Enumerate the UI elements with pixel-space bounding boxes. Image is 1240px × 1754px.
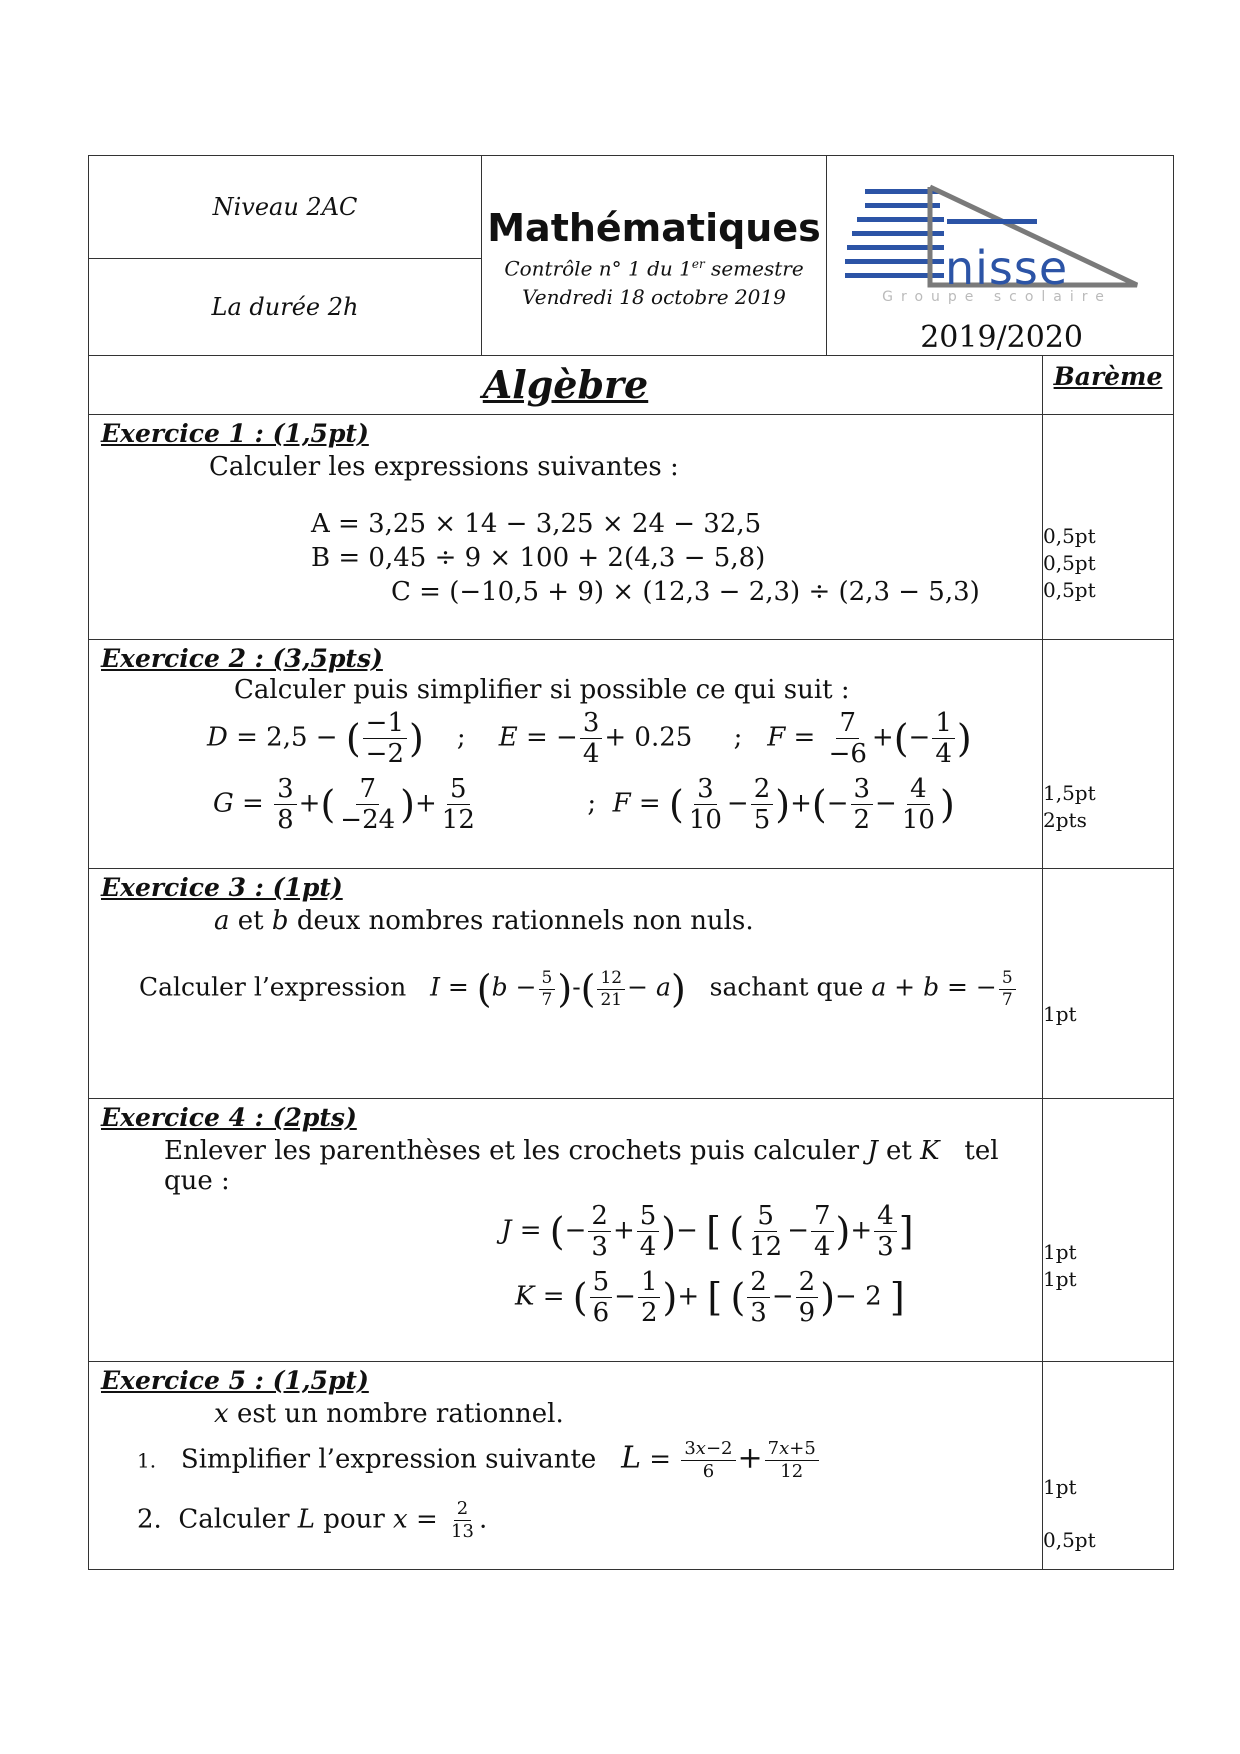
expression-c: C = (−10,5 + 9) × (12,3 − 2,3) ÷ (2,3 − 5,3) — [391, 577, 980, 607]
header-table — [88, 155, 1174, 356]
subject-cell — [482, 156, 827, 356]
exercise-3 — [89, 869, 1043, 1099]
exercise-4-title: Exercice 4 : (2pts) — [101, 1103, 357, 1132]
bareme-header: Barème — [1043, 356, 1174, 415]
school-year: 2019/2020 — [920, 319, 1083, 355]
logo-text: nisse — [945, 240, 1069, 295]
exercise-5-marks — [1043, 1362, 1174, 1570]
exercise-2-title: Exercice 2 : (3,5pts) — [101, 644, 383, 673]
mark: 1,5pt — [1043, 781, 1096, 805]
exercise-4 — [89, 1099, 1043, 1362]
expressions-d-e-f: D = 2,5 − ( $\frac{-1}{-2}$ ) ; E = − $\frac{3}{4}$ + 0.25 ; F = $\frac{7}{-6}$ +(− $\frac{1}{4}$ ) — [207, 708, 972, 769]
mark: 0,5pt — [1043, 524, 1096, 548]
exam-sheet — [88, 155, 1173, 1570]
expression-a: A = 3,25 × 14 − 3,25 × 24 − 32,5 — [311, 509, 762, 539]
exercise-5-title: Exercice 5 : (1,5pt) — [101, 1366, 369, 1395]
logo-cell — [827, 156, 1174, 356]
logo-subtitle: Groupe scolaire — [882, 288, 1112, 305]
exercise-3-instruction: a et b deux nombres rationnels non nuls. — [214, 906, 754, 936]
exercise-3-title: Exercice 3 : (1pt) — [101, 873, 343, 902]
exercise-2-instruction: Calculer puis simplifier si possible ce qui suit : — [234, 675, 850, 705]
mark: 1pt — [1043, 1002, 1077, 1026]
mark: 0,5pt — [1043, 551, 1096, 575]
expression-j: J = (− $\frac{2}{3}$ + $\frac{5}{4}$ )− [ ( $\frac{5}{12}$ − $\frac{7}{4}$ )+ $\frac{4}{3}$ ] — [501, 1201, 914, 1262]
exercise-4-marks — [1043, 1099, 1174, 1362]
exercise-2-marks — [1043, 640, 1174, 869]
exercise-5-item-1: 1. Simplifier l’expression suivante L = $\frac{3x-2}{6}$ + $\frac{7x+5}{12}$ — [137, 1440, 821, 1481]
mark: 1pt — [1043, 1240, 1077, 1264]
exercise-1-marks — [1043, 415, 1174, 640]
expression-i: Calculer l’expression I = (b − $\frac{5}{7}$ )-( $\frac{12}{21}$ − a) sachant que a + b = − $\frac{5}{7}$ — [139, 967, 1018, 1011]
exercise-5 — [89, 1362, 1043, 1570]
exercises-table — [88, 355, 1174, 1570]
exercise-5-instruction: x est un nombre rationnel. — [214, 1399, 564, 1429]
exercise-1-title: Exercice 1 : (1,5pt) — [101, 419, 369, 448]
expression-k: K = ( $\frac{5}{6}$ − $\frac{1}{2}$ )+ [ ( $\frac{2}{3}$ − $\frac{2}{9}$ )− 2 ] — [515, 1267, 905, 1328]
section-title: Algèbre — [89, 356, 1043, 415]
mark: 0,5pt — [1043, 1528, 1096, 1552]
exercise-3-marks — [1043, 869, 1174, 1099]
mark: 2pts — [1043, 808, 1087, 832]
exercise-2 — [89, 640, 1043, 869]
mark: 0,5pt — [1043, 578, 1096, 602]
exercise-4-instruction: Enlever les parenthèses et les crochets puis calculer J et K tel que : — [164, 1136, 999, 1196]
expression-b: B = 0,45 ÷ 9 × 100 + 2(4,3 − 5,8) — [311, 543, 766, 573]
mark: 1pt — [1043, 1475, 1077, 1499]
exam-date: Vendredi 18 octobre 2019 — [522, 284, 786, 309]
duration-cell: La durée 2h — [89, 259, 482, 356]
control-line: Contrôle n° 1 du 1er semestre — [504, 256, 804, 281]
exercise-1 — [89, 415, 1043, 640]
school-logo — [827, 157, 1173, 355]
expressions-g-f: G = $\frac{3}{8}$ +( $\frac{7}{-24}$ )+ $\frac{5}{12}$ ; F = ( $\frac{3}{10}$ − $\frac{2}{5}$ )+(− $\frac{3}{2}$ − $\frac{4}{10}$ ) — [213, 774, 955, 835]
exercise-5-item-2: 2. Calculer L pour x = $\frac{2}{13}$ . — [137, 1498, 488, 1542]
subject-title: Mathématiques — [487, 206, 821, 251]
exercise-1-instruction: Calculer les expressions suivantes : — [209, 452, 679, 482]
mark: 1pt — [1043, 1267, 1077, 1291]
level-cell: Niveau 2AC — [89, 156, 482, 259]
